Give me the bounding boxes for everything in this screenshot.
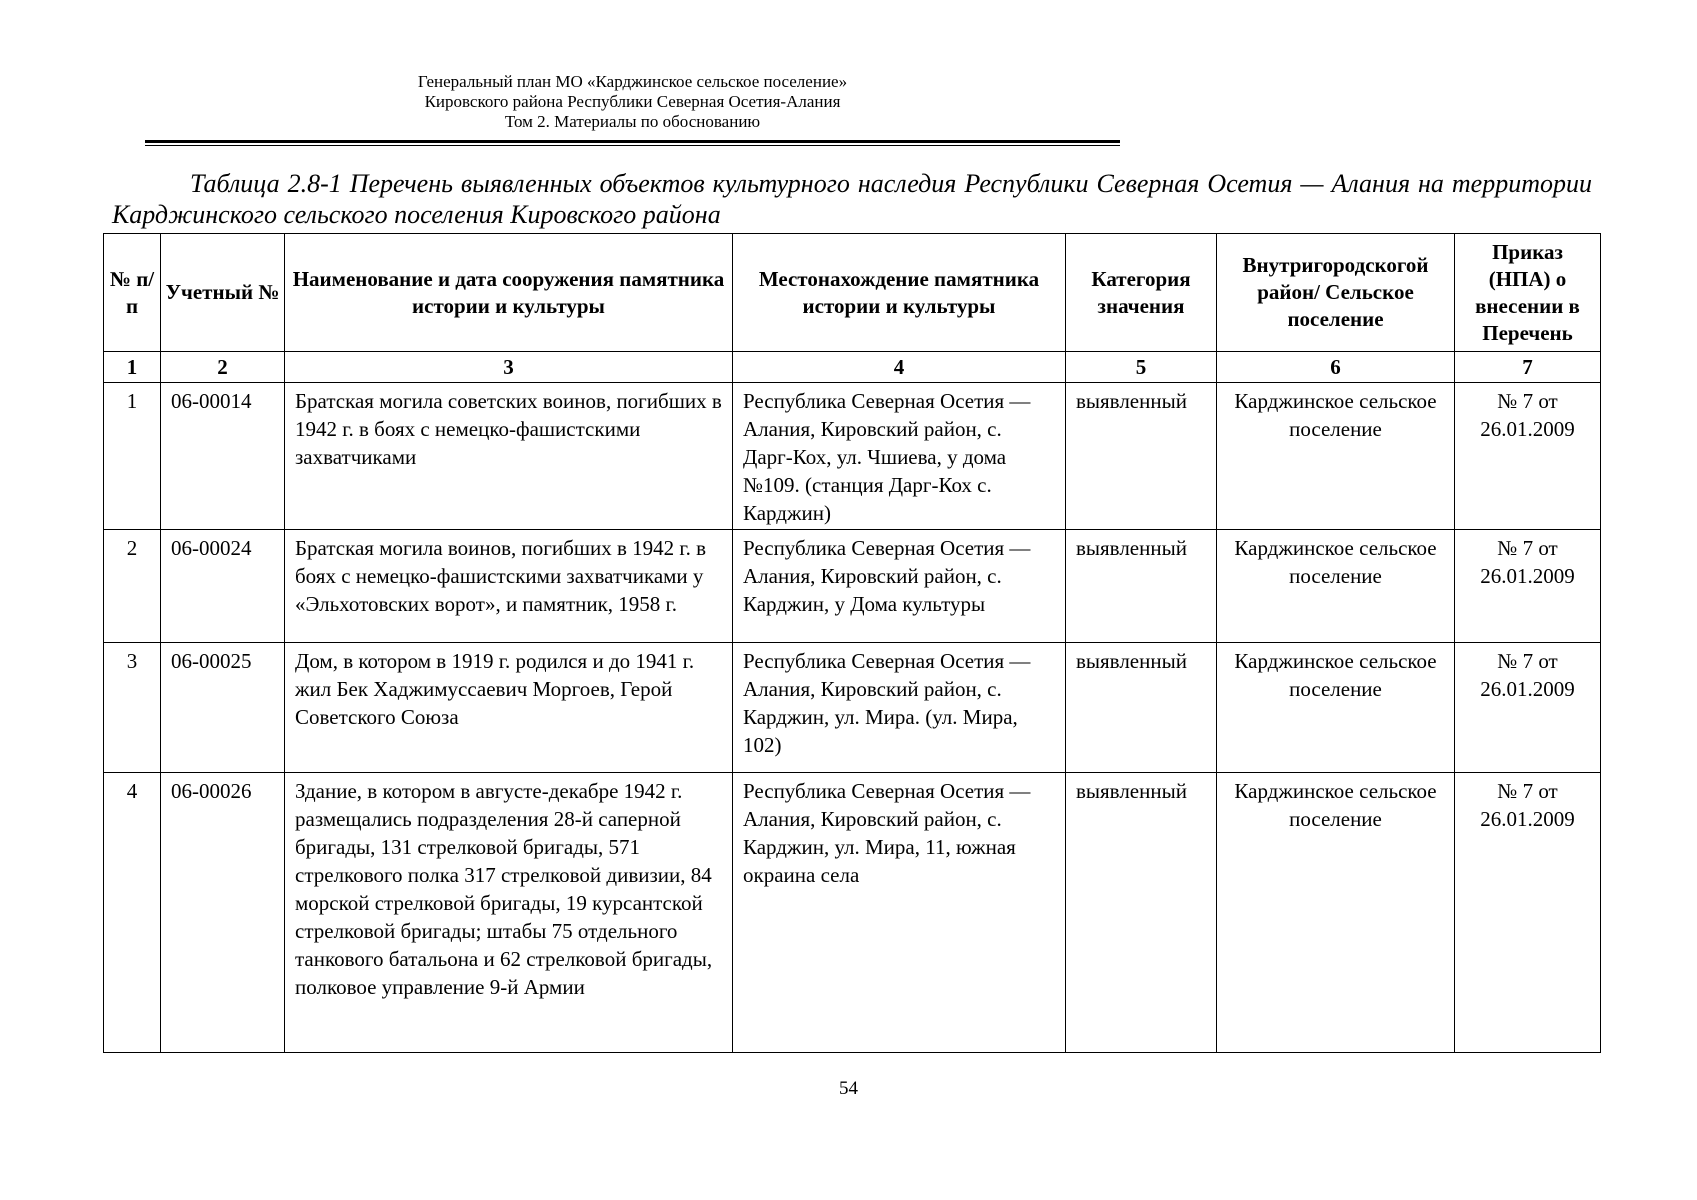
cell-reg: 06-00026 — [161, 773, 285, 1053]
cell-reg: 06-00024 — [161, 530, 285, 643]
cell-num: 3 — [104, 643, 161, 773]
table-row — [104, 530, 1601, 643]
table-header-row — [104, 234, 1601, 352]
column-header-num: № п/п — [104, 234, 161, 352]
cell-reg: 06-00025 — [161, 643, 285, 773]
cell-name: Здание, в котором в августе-декабре 1942 г. размещались подразделения 28-й саперной бригады, 131 стрелковой бригады, 571 стрелкового полка 317 стрелковой дивизии, 84 морской стрелковой бригады, 19 курсантской стрелковой бригады; штабы 75 отдельного танкового батальона и 62 стрелковой бригады, полковое управление 9-й Армии — [285, 773, 733, 1053]
cell-district: Карджинское сельское поселение — [1217, 530, 1455, 643]
column-number: 4 — [733, 352, 1066, 383]
header-line-2: Кировского района Республики Северная Осетия-Алания — [424, 92, 841, 111]
cell-location: Республика Северная Осетия — Алания, Кировский район, с. Дарг-Кох, ул. Чшиева, у дома №109. (станция Дарг-Кох с. Карджин) — [733, 383, 1066, 530]
column-number: 5 — [1066, 352, 1217, 383]
column-number: 6 — [1217, 352, 1455, 383]
cell-order: № 7 от 26.01.2009 — [1455, 643, 1601, 773]
cell-order: № 7 от 26.01.2009 — [1455, 383, 1601, 530]
table-caption: Таблица 2.8-1 Перечень выявленных объектов культурного наследия Республики Северная Осетия — Алания на территории Карджинского сельского поселения Кировского района — [112, 169, 1592, 229]
cell-district: Карджинское сельское поселение — [1217, 773, 1455, 1053]
column-header-order: Приказ (НПА) о внесении в Перечень — [1455, 234, 1601, 352]
page-number: 54 — [839, 1078, 858, 1099]
cell-category: выявленный — [1066, 383, 1217, 530]
column-header-district: Внутригородскогой район/ Сельское поселение — [1217, 234, 1455, 352]
cell-location: Республика Северная Осетия — Алания, Кировский район, с. Карджин, у Дома культуры — [733, 530, 1066, 643]
column-number: 3 — [285, 352, 733, 383]
document-header — [145, 72, 1120, 132]
cell-num: 2 — [104, 530, 161, 643]
cell-district: Карджинское сельское поселение — [1217, 643, 1455, 773]
column-number: 2 — [161, 352, 285, 383]
header-line-1: Генеральный план МО «Карджинское сельское поселение» — [417, 72, 848, 91]
column-number-row — [104, 352, 1601, 383]
cell-location: Республика Северная Осетия — Алания, Кировский район, с. Карджин, ул. Мира. (ул. Мира, 102) — [733, 643, 1066, 773]
table-row — [104, 773, 1601, 1053]
header-line-3: Том 2. Материалы по обоснованию — [504, 112, 761, 131]
cell-category: выявленный — [1066, 773, 1217, 1053]
table-row — [104, 383, 1601, 530]
column-header-reg: Учетный № — [161, 234, 285, 352]
heritage-objects-table — [103, 233, 1601, 1053]
cell-category: выявленный — [1066, 530, 1217, 643]
cell-num: 4 — [104, 773, 161, 1053]
cell-order: № 7 от 26.01.2009 — [1455, 773, 1601, 1053]
column-header-location: Местонахождение памятника истории и культуры — [733, 234, 1066, 352]
cell-district: Карджинское сельское поселение — [1217, 383, 1455, 530]
column-header-category: Категория значения — [1066, 234, 1217, 352]
cell-order: № 7 от 26.01.2009 — [1455, 530, 1601, 643]
column-header-name: Наименование и дата сооружения памятника истории и культуры — [285, 234, 733, 352]
cell-name: Дом, в котором в 1919 г. родился и до 1941 г. жил Бек Хаджимуссаевич Моргоев, Герой Советского Союза — [285, 643, 733, 773]
cell-category: выявленный — [1066, 643, 1217, 773]
header-double-rule — [145, 140, 1120, 146]
cell-num: 1 — [104, 383, 161, 530]
cell-location: Республика Северная Осетия — Алания, Кировский район, с. Карджин, ул. Мира, 11, южная окраина села — [733, 773, 1066, 1053]
column-number: 1 — [104, 352, 161, 383]
cell-name: Братская могила советских воинов, погибших в 1942 г. в боях с немецко-фашистскими захватчиками — [285, 383, 733, 530]
cell-name: Братская могила воинов, погибших в 1942 г. в боях с немецко-фашистскими захватчиками у «Эльхотовских ворот», и памятник, 1958 г. — [285, 530, 733, 643]
table-row — [104, 643, 1601, 773]
column-number: 7 — [1455, 352, 1601, 383]
cell-reg: 06-00014 — [161, 383, 285, 530]
